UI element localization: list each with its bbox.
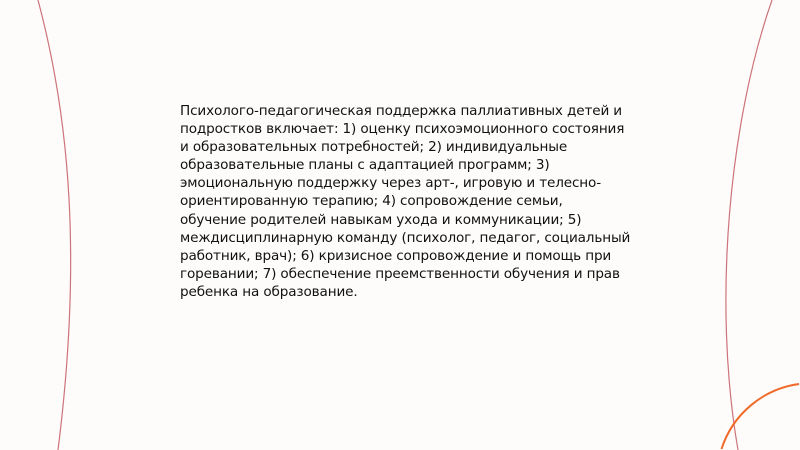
body-line: горевании; 7) обеспечение преемственности обучения и прав [180,265,620,282]
body-line: междисциплинарную команду (психолог, педагог, социальный [180,229,631,246]
body-line: ориентированную терапию; 4) сопровождение семьи, [180,193,563,210]
slide-body-text [180,102,631,301]
body-line: обучение родителей навыкам ухода и коммуникации; 5) [180,211,582,228]
body-line: и образовательных потребностей; 2) индивидуальные [180,139,568,156]
body-line: ребенка на образование. [180,283,358,300]
left-decor-curve [38,0,71,450]
body-line: эмоциональную поддержку через арт-, игровую и телесно- [180,175,601,192]
body-line: образовательные планы с адаптацией программ; 3) [180,157,550,174]
right-decor-curve [726,0,772,450]
body-line: подростков включает: 1) оценку психоэмоционного состояния [180,121,625,138]
body-line: работник, врач); 6) кризисное сопровождение и помощь при [180,247,612,264]
body-line: Психолого-педагогическая поддержка паллиативных детей и [180,103,622,119]
